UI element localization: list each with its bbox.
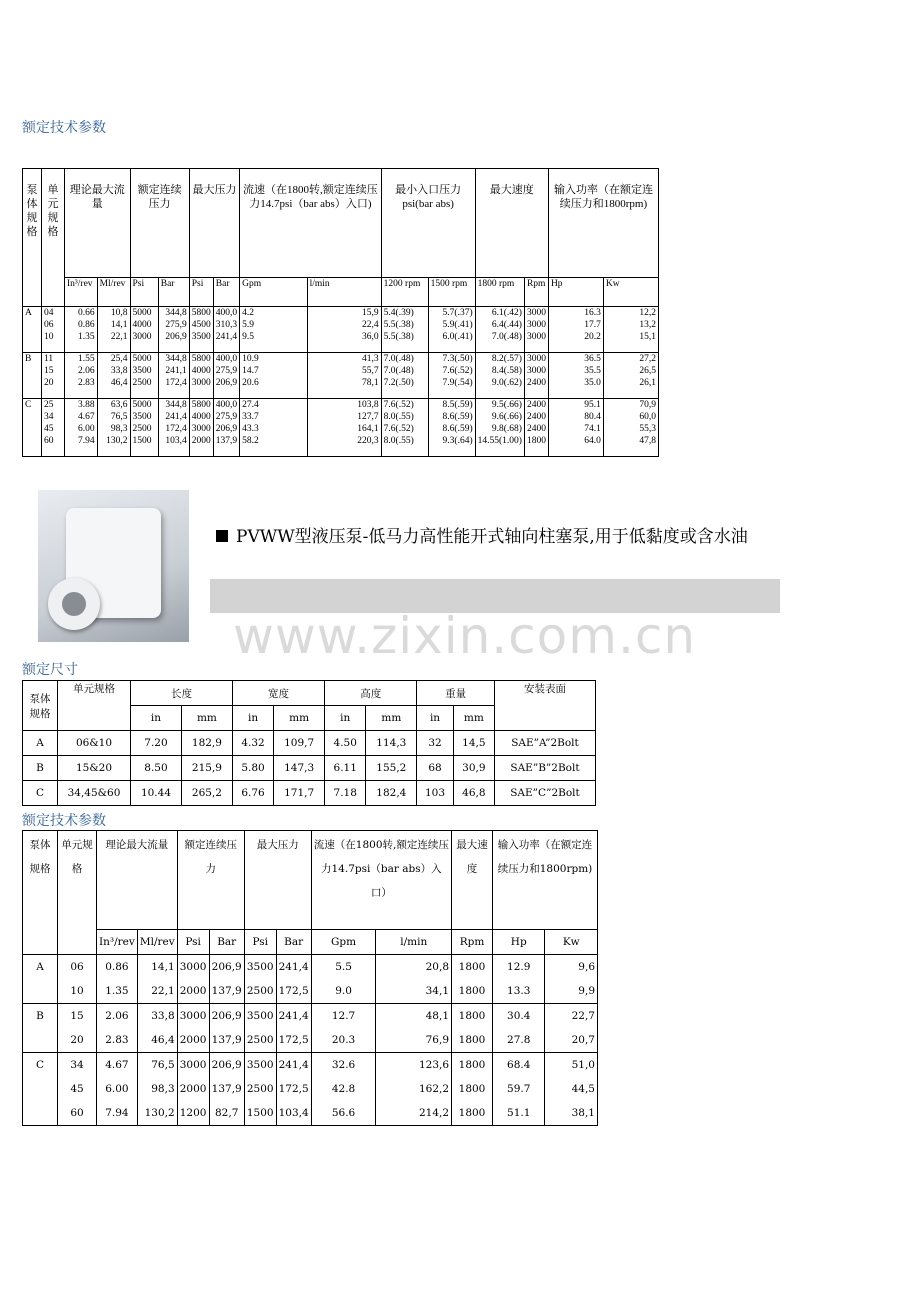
dimensions-table <box>22 680 596 806</box>
table-cell: 123,6 162,2 214,2 <box>376 1053 452 1126</box>
unit-header: Hp <box>548 278 603 307</box>
table-cell: 9.5(.66) 9.6(.66) 9.8(.68) 14.55(1.00) <box>475 399 524 457</box>
table-cell: 63,6 76,5 98,3 130,2 <box>97 399 130 457</box>
table-cell: 3000 2000 <box>177 1004 209 1053</box>
table-cell: 7.18 <box>325 781 366 806</box>
table-cell: 5.5 9.0 <box>311 955 376 1004</box>
product-title <box>216 525 776 549</box>
col-header: 单元规格 <box>58 681 131 731</box>
table-cell: 344,8 241,1 172,4 <box>158 353 189 399</box>
table-cell: 3.88 4.67 6.00 7.94 <box>65 399 98 457</box>
unit-header: Bar <box>158 278 189 307</box>
col-header: 长度 <box>131 681 233 706</box>
table-cell: 155,2 <box>366 756 417 781</box>
unit-header: Gpm <box>240 278 307 307</box>
table-cell: 2400 2400 2400 1800 <box>524 399 548 457</box>
table-cell: 51,0 44,5 38,1 <box>545 1053 598 1126</box>
unit-header: 1200 rpm <box>381 278 428 307</box>
table-cell: 8.2(.57) 8.4(.58) 9.0(.62) <box>475 353 524 399</box>
unit-header: In³/rev <box>65 278 98 307</box>
col-header: 理论最大流量 <box>65 169 131 278</box>
table-row <box>23 1053 598 1126</box>
table-cell: 1800 1800 1800 <box>452 1053 493 1126</box>
table-cell: 10.44 <box>131 781 182 806</box>
unit-header: Rpm <box>452 930 493 955</box>
table-cell: B <box>23 756 58 781</box>
table-cell: 3000 2000 <box>177 955 209 1004</box>
table-cell: SAE”A”2Bolt <box>495 731 596 756</box>
table-cell: 12.9 13.3 <box>493 955 545 1004</box>
pump-body-cell: B <box>23 353 42 399</box>
table-cell: 70,9 60,0 55,3 47,8 <box>603 399 658 457</box>
unit-header: in <box>325 706 366 731</box>
table-cell: 5800 4000 3000 2000 <box>189 399 213 457</box>
table-cell: 5800 4500 3500 <box>189 307 213 353</box>
table-cell: 30.4 27.8 <box>493 1004 545 1053</box>
table-cell: 33,8 46,4 <box>137 1004 177 1053</box>
ratings-table-short <box>22 830 598 1126</box>
table-cell: 182,4 <box>366 781 417 806</box>
table-cell: 30,9 <box>453 756 494 781</box>
table-cell: 241,4 172,5 103,4 <box>276 1053 311 1126</box>
table-cell: 32 <box>417 731 453 756</box>
unit-header: Bar <box>213 278 239 307</box>
unit-header: 1800 rpm <box>475 278 524 307</box>
unit-header: Psi <box>177 930 209 955</box>
table-cell: 241,4 172,5 <box>276 1004 311 1053</box>
table-cell: 16.3 17.7 20.2 <box>548 307 603 353</box>
table-cell: 206,9 137,9 <box>209 1004 244 1053</box>
table-cell: 4.2 5.9 9.5 <box>240 307 307 353</box>
table-cell: 11 15 20 <box>42 353 65 399</box>
unit-header: Rpm <box>524 278 548 307</box>
table-cell: 27,2 26,5 26,1 <box>603 353 658 399</box>
unit-header: in <box>417 706 453 731</box>
pump-shaft-shape <box>62 592 86 616</box>
col-header: 额定连续压力 <box>130 169 189 278</box>
unit-header: mm <box>181 706 232 731</box>
table-row <box>23 1004 598 1053</box>
table-cell: 20,8 34,1 <box>376 955 452 1004</box>
table-cell: 4.67 6.00 7.94 <box>97 1053 138 1126</box>
table-row <box>23 399 659 457</box>
table-cell: 103 <box>417 781 453 806</box>
watermark: www.zixin.com.cn <box>233 607 697 665</box>
col-header: 泵体规格 <box>23 831 58 955</box>
table-cell: 15 20 <box>58 1004 97 1053</box>
table-cell: 41,3 55,7 78,1 <box>307 353 381 399</box>
table-cell: 1.55 2.06 2.83 <box>65 353 98 399</box>
col-header: 输入功率（在额定连续压力和1800rpm) <box>548 169 658 278</box>
col-header: 宽度 <box>232 681 324 706</box>
product-title-text: PVWW型液压泵-低马力高性能开式轴向柱塞泵,用于低黏度或含水油 <box>236 527 748 547</box>
table-cell: 344,8 241,4 172,4 103,4 <box>158 399 189 457</box>
table-cell: 7.6(.52) 8.0(.55) 7.6(.52) 8.0(.55) <box>381 399 428 457</box>
unit-header: Ml/rev <box>137 930 177 955</box>
table-cell: 95.1 80.4 74.1 64.0 <box>548 399 603 457</box>
pump-body-cell: A <box>23 307 42 353</box>
col-header: 重量 <box>417 681 495 706</box>
col-header: 输入功率（在额定连续压力和1800rpm) <box>493 831 598 930</box>
pump-body-cell: C <box>23 1053 58 1126</box>
table-row <box>23 781 596 806</box>
table-cell: 36.5 35.5 35.0 <box>548 353 603 399</box>
col-header: 最大速度 <box>452 831 493 930</box>
table-cell: 15,9 22,4 36,0 <box>307 307 381 353</box>
table-cell: 215,9 <box>181 756 232 781</box>
section-heading-ratings: 额定技术参数 <box>22 120 106 136</box>
unit-header: in <box>232 706 273 731</box>
table-cell: 6.1(.42) 6.4(.44) 7.0(.48) <box>475 307 524 353</box>
unit-header: in <box>131 706 182 731</box>
table-cell: 15&20 <box>58 756 131 781</box>
table-cell: 68 <box>417 756 453 781</box>
table-cell: 3000 3000 2400 <box>524 353 548 399</box>
table-cell: 114,3 <box>366 731 417 756</box>
table-cell: 2.06 2.83 <box>97 1004 138 1053</box>
table-cell: A <box>23 731 58 756</box>
col-header: 泵体规格 <box>23 681 58 731</box>
table-cell: SAE”B”2Bolt <box>495 756 596 781</box>
pump-body-cell: A <box>23 955 58 1004</box>
unit-header: Kw <box>545 930 598 955</box>
pump-body-cell: C <box>23 399 42 457</box>
section-heading-dimensions: 额定尺寸 <box>22 662 78 678</box>
table-cell: 06 10 <box>58 955 97 1004</box>
table-cell: 5.7(.37) 5.9(.41) 6.0(.41) <box>428 307 475 353</box>
table-cell: 25,4 33,8 46,4 <box>97 353 130 399</box>
col-header: 最大速度 <box>475 169 548 278</box>
table-cell: 171,7 <box>274 781 325 806</box>
unit-header: Bar <box>209 930 244 955</box>
table-cell: 206,9 137,9 82,7 <box>209 1053 244 1126</box>
table-cell: 12.7 20.3 <box>311 1004 376 1053</box>
table-cell: 14,5 <box>453 731 494 756</box>
table-cell: 3000 2000 1200 <box>177 1053 209 1126</box>
table-cell: 8.50 <box>131 756 182 781</box>
table-cell: 0.86 1.35 <box>97 955 138 1004</box>
col-header: 高度 <box>325 681 417 706</box>
table-cell: 241,4 172,5 <box>276 955 311 1004</box>
table-cell: 04 06 10 <box>42 307 65 353</box>
table-cell: 103,8 127,7 164,1 220,3 <box>307 399 381 457</box>
table-cell: 147,3 <box>274 756 325 781</box>
unit-header: mm <box>274 706 325 731</box>
col-header: 最大压力 <box>189 169 239 278</box>
table-cell: 46,8 <box>453 781 494 806</box>
table-cell: 3500 2500 1500 <box>244 1053 276 1126</box>
table-cell: 6.76 <box>232 781 273 806</box>
table-cell: 265,2 <box>181 781 232 806</box>
table-row <box>23 756 596 781</box>
unit-header: Psi <box>189 278 213 307</box>
table-cell: 7.0(.48) 7.0(.48) 7.2(.50) <box>381 353 428 399</box>
table-cell: 32.6 42.8 56.6 <box>311 1053 376 1126</box>
table-row <box>23 731 596 756</box>
table-cell: 4.50 <box>325 731 366 756</box>
table-cell: 206,9 137,9 <box>209 955 244 1004</box>
col-header: 理论最大流量 <box>97 831 178 930</box>
table-cell: 76,5 98,3 130,2 <box>137 1053 177 1126</box>
table-cell: 5000 4000 3000 <box>130 307 158 353</box>
table-cell: 68.4 59.7 51.1 <box>493 1053 545 1126</box>
pump-photo <box>38 490 189 642</box>
col-header: 泵体规格 <box>23 169 42 307</box>
table-cell: 0.66 0.86 1.35 <box>65 307 98 353</box>
unit-header: In³/rev <box>97 930 138 955</box>
table-row <box>23 955 598 1004</box>
table-cell: 7.3(.50) 7.6(.52) 7.9(.54) <box>428 353 475 399</box>
table-cell: 25 34 45 60 <box>42 399 65 457</box>
table-cell: SAE”C”2Bolt <box>495 781 596 806</box>
table-cell: 1800 1800 <box>452 1004 493 1053</box>
col-header: 单元规格 <box>58 831 97 955</box>
unit-header: Psi <box>244 930 276 955</box>
unit-header: Ml/rev <box>97 278 130 307</box>
table-cell: 3500 2500 <box>244 955 276 1004</box>
table-cell: 344,8 275,9 206,9 <box>158 307 189 353</box>
table-cell: 12,2 13,2 15,1 <box>603 307 658 353</box>
table-cell: 109,7 <box>274 731 325 756</box>
table-cell: 34,45&60 <box>58 781 131 806</box>
col-header: 流速（在1800转,额定连续压力14.7psi（bar abs）入口） <box>311 831 451 930</box>
table-cell: 10,8 14,1 22,1 <box>97 307 130 353</box>
table-cell: 400,0 275,9 206,9 <box>213 353 239 399</box>
table-cell: 182,9 <box>181 731 232 756</box>
table-cell: 400,0 275,9 206,9 137,9 <box>213 399 239 457</box>
unit-header: Bar <box>276 930 311 955</box>
table-cell: 7.20 <box>131 731 182 756</box>
unit-header: 1500 rpm <box>428 278 475 307</box>
col-header: 最小入口压力 psi(bar abs) <box>381 169 475 278</box>
col-header: 额定连续压力 <box>177 831 244 930</box>
table-cell: 5000 3500 2500 1500 <box>130 399 158 457</box>
ratings-table-full <box>22 168 659 457</box>
unit-header: Gpm <box>311 930 376 955</box>
table-cell: 5800 4000 3000 <box>189 353 213 399</box>
table-cell: 9,6 9,9 <box>545 955 598 1004</box>
table-cell: 4.32 <box>232 731 273 756</box>
table-cell: 1800 1800 <box>452 955 493 1004</box>
table-cell: 6.11 <box>325 756 366 781</box>
col-header: 安装表面 <box>495 681 596 731</box>
table-cell: 14,1 22,1 <box>137 955 177 1004</box>
unit-header: mm <box>453 706 494 731</box>
table-cell: 5.4(.39) 5.5(.38) 5.5(.38) <box>381 307 428 353</box>
unit-header: l/min <box>376 930 452 955</box>
table-cell: 27.4 33.7 43.3 58.2 <box>240 399 307 457</box>
table-cell: C <box>23 781 58 806</box>
table-cell: 3000 3000 3000 <box>524 307 548 353</box>
table-cell: 400,0 310,3 241,4 <box>213 307 239 353</box>
table-cell: 8.5(.59) 8.6(.59) 8.6(.59) 9.3(.64) <box>428 399 475 457</box>
col-header: 流速（在1800转,额定连续压力14.7psi（bar abs）入口) <box>240 169 382 278</box>
unit-header: Kw <box>603 278 658 307</box>
table-cell: 5.80 <box>232 756 273 781</box>
table-cell: 3500 2500 <box>244 1004 276 1053</box>
table-cell: 34 45 60 <box>58 1053 97 1126</box>
unit-header: Hp <box>493 930 545 955</box>
table-cell: 48,1 76,9 <box>376 1004 452 1053</box>
unit-header: l/min <box>307 278 381 307</box>
unit-header: Psi <box>130 278 158 307</box>
square-bullet-icon <box>216 530 228 542</box>
table-cell: 06&10 <box>58 731 131 756</box>
pump-body-cell: B <box>23 1004 58 1053</box>
table-cell: 5000 3500 2500 <box>130 353 158 399</box>
unit-header: mm <box>366 706 417 731</box>
col-header: 最大压力 <box>244 831 311 930</box>
table-cell: 22,7 20,7 <box>545 1004 598 1053</box>
section-heading-ratings-2: 额定技术参数 <box>22 813 106 829</box>
table-row <box>23 307 659 353</box>
table-cell: 10.9 14.7 20.6 <box>240 353 307 399</box>
col-header: 单元规格 <box>42 169 65 307</box>
table-row <box>23 353 659 399</box>
